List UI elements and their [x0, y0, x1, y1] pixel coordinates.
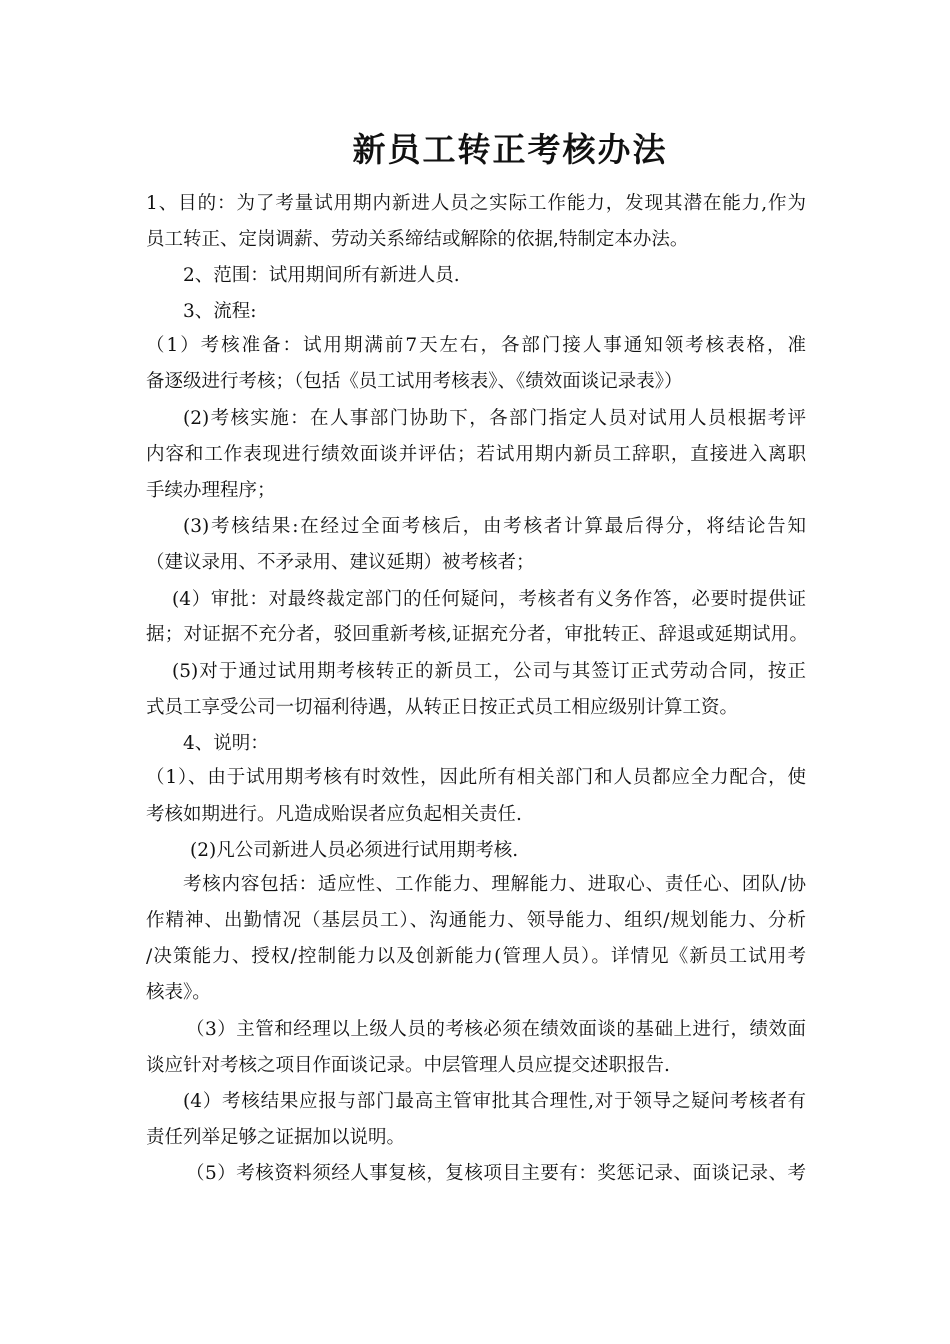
- paragraph-line: 备逐级进行考核；（包括《员工试用考核表》、《绩效面谈记录表》）: [146, 371, 683, 392]
- paragraph-line: 2、范围：试用期间所有新进人员.: [183, 265, 460, 286]
- paragraph-line: (3)考核结果:在经过全面考核后，由考核者计算最后得分，将结论告知: [183, 516, 806, 537]
- paragraph-line: 考核内容包括：适应性、工作能力、理解能力、进取心、责任心、团队/协: [183, 874, 806, 895]
- paragraph-line: 责任列举足够之证据加以说明。: [146, 1127, 406, 1148]
- paragraph-line: 1、目的：为了考量试用期内新进人员之实际工作能力，发现其潜在能力,作为: [146, 193, 806, 214]
- paragraph-line: （1）、由于试用期考核有时效性，因此所有相关部门和人员都应全力配合，使: [146, 767, 806, 788]
- paragraph-line: 手续办理程序；: [146, 480, 276, 501]
- paragraph-line: 式员工享受公司一切福利待遇，从转正日按正式员工相应级别计算工资。: [146, 697, 739, 718]
- paragraph-line: 内容和工作表现进行绩效面谈并评估；若试用期内新员工辞职，直接进入离职: [146, 444, 806, 465]
- paragraph-line: 据；对证据不充分者，驳回重新考核,证据充分者，审批转正、辞退或延期试用。: [146, 624, 808, 645]
- document-title: 新员工转正考核办法: [352, 130, 668, 169]
- paragraph-line: 4、说明：: [183, 733, 269, 754]
- paragraph-line: 3、流程:: [183, 301, 257, 322]
- paragraph-line: (2)考核实施：在人事部门协助下，各部门指定人员对试用人员根据考评: [183, 408, 806, 429]
- paragraph-line: （3）主管和经理以上级人员的考核必须在绩效面谈的基础上进行，绩效面: [186, 1019, 806, 1040]
- paragraph-line: 作精神、出勤情况（基层员工）、沟通能力、领导能力、组织/规划能力、分析: [146, 910, 806, 931]
- paragraph-line: /决策能力、授权/控制能力以及创新能力(管理人员）。详情见《新员工试用考: [146, 946, 806, 967]
- paragraph-line: (2)凡公司新进人员必须进行试用期考核.: [190, 840, 519, 861]
- paragraph-line: 谈应针对考核之项目作面谈记录。中层管理人员应提交述职报告.: [146, 1055, 670, 1076]
- paragraph-line: 考核如期进行。凡造成贻误者应负起相关责任.: [146, 804, 522, 825]
- paragraph-line: （建议录用、不矛录用、建议延期）被考核者；: [146, 552, 535, 573]
- paragraph-line: 员工转正、定岗调薪、劳动关系缔结或解除的依据,特制定本办法。: [146, 229, 689, 250]
- paragraph-line: 核表》。: [146, 982, 211, 1003]
- paragraph-line: (4）考核结果应报与部门最高主管审批其合理性,对于领导之疑问考核者有: [183, 1091, 806, 1112]
- paragraph-line: (4）审批：对最终裁定部门的任何疑问，考核者有义务作答，必要时提供证: [172, 589, 806, 610]
- paragraph-line: （5）考核资料须经人事复核，复核项目主要有：奖惩记录、面谈记录、考: [186, 1163, 806, 1184]
- paragraph-line: （1）考核准备：试用期满前7天左右，各部门接人事通知领考核表格，准: [146, 335, 806, 356]
- paragraph-line: (5)对于通过试用期考核转正的新员工，公司与其签订正式劳动合同，按正: [172, 661, 806, 682]
